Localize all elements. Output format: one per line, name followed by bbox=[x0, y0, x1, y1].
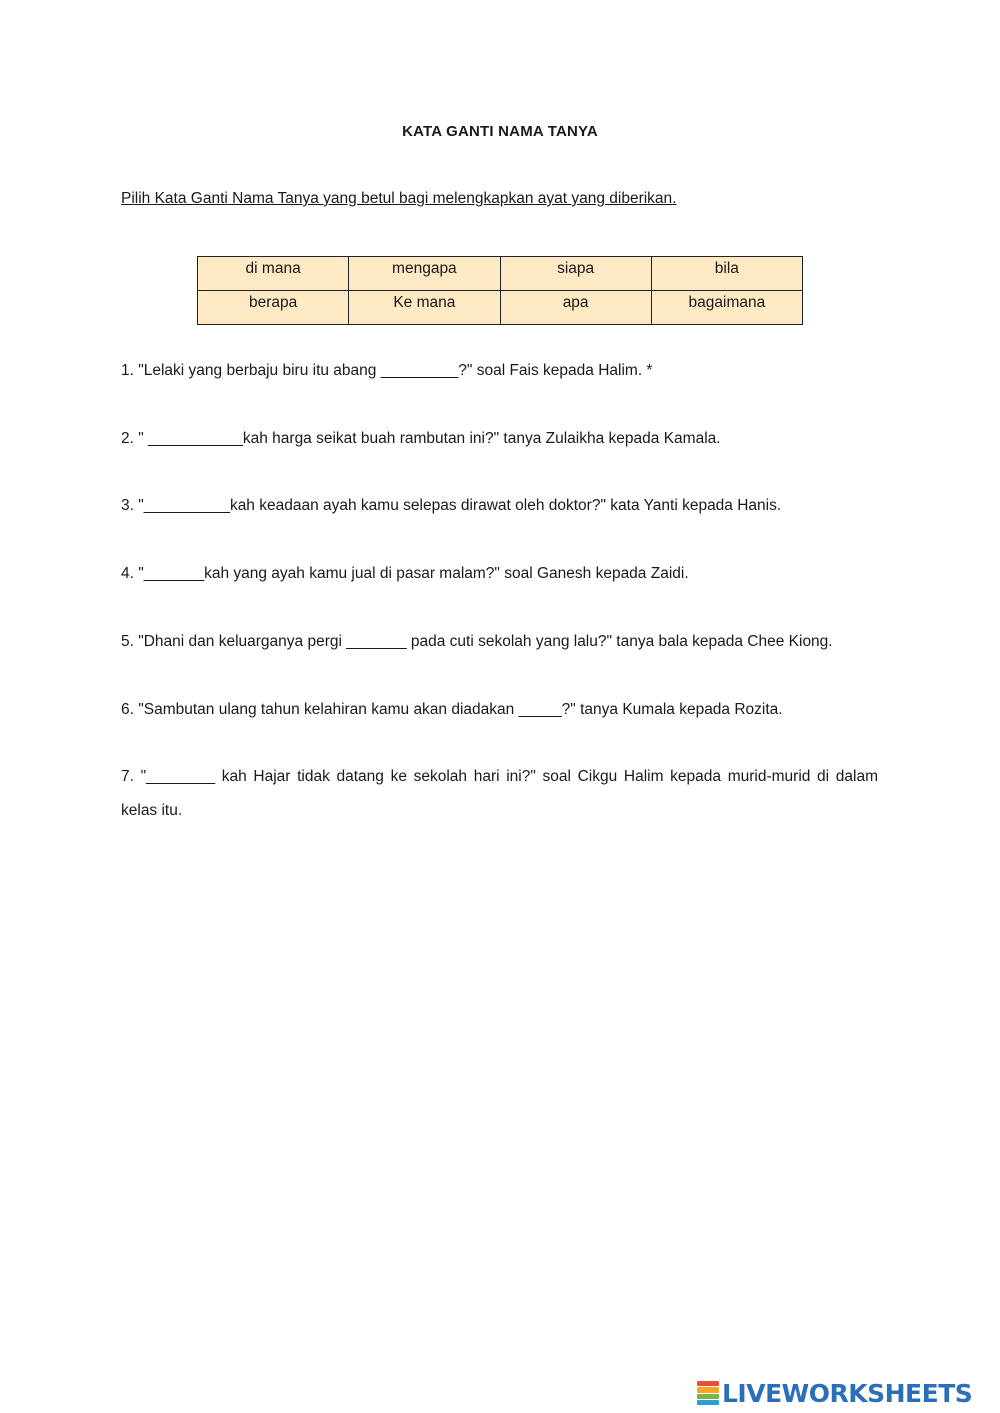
page-title: KATA GANTI NAMA TANYA bbox=[402, 123, 598, 140]
question-5: 5. "Dhani dan keluarganya pergi _______ pada cuti sekolah yang lalu?" tanya bala kepada Chee Kiong. bbox=[121, 633, 833, 650]
instruction-text: Pilih Kata Ganti Nama Tanya yang betul bagi melengkapkan ayat yang diberikan. bbox=[121, 190, 677, 207]
table-cell: apa bbox=[500, 291, 651, 325]
question-4: 4. "_______kah yang ayah kamu jual di pasar malam?" soal Ganesh kepada Zaidi. bbox=[121, 565, 689, 582]
question-7: 7. "________ kah Hajar tidak datang ke sekolah hari ini?" soal Cikgu Halim kepada murid-murid di dalam kelas itu. bbox=[121, 768, 878, 819]
table-cell: berapa bbox=[198, 291, 349, 325]
table-cell: bagaimana bbox=[651, 291, 802, 325]
table-cell: siapa bbox=[500, 257, 651, 291]
table-row bbox=[198, 291, 803, 325]
liveworksheets-logo-icon bbox=[697, 1381, 719, 1405]
table-row bbox=[198, 257, 803, 291]
word-choice-table bbox=[197, 256, 803, 325]
liveworksheets-logo bbox=[697, 1380, 972, 1406]
question-2: 2. " ___________kah harga seikat buah rambutan ini?" tanya Zulaikha kepada Kamala. bbox=[121, 430, 721, 447]
table-cell: di mana bbox=[198, 257, 349, 291]
question-6: 6. "Sambutan ulang tahun kelahiran kamu akan diadakan _____?" tanya Kumala kepada Rozita. bbox=[121, 701, 783, 718]
table-cell: mengapa bbox=[349, 257, 500, 291]
brand-text: LIVEWORKSHEETS bbox=[722, 1378, 973, 1408]
question-3: 3. "__________kah keadaan ayah kamu selepas dirawat oleh doktor?" kata Yanti kepada Hanis. bbox=[121, 497, 782, 514]
table-cell: Ke mana bbox=[349, 291, 500, 325]
table-cell: bila bbox=[651, 257, 802, 291]
question-1: 1. "Lelaki yang berbaju biru itu abang _________?" soal Fais kepada Halim. * bbox=[121, 362, 653, 379]
